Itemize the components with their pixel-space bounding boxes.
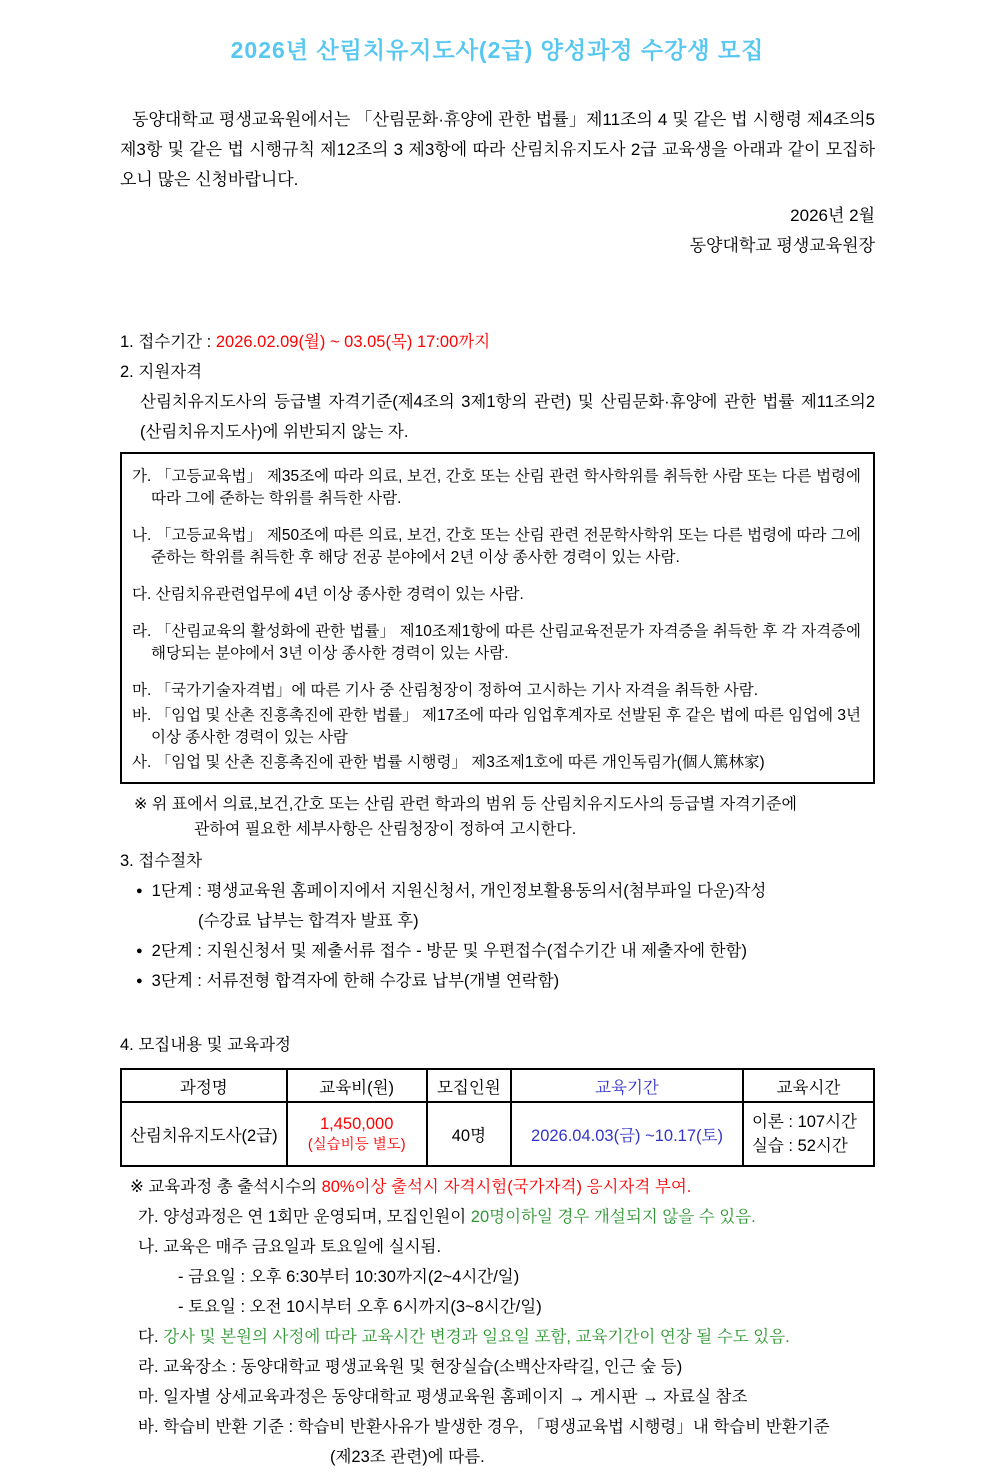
s4-item-label: 가. — [138, 1208, 159, 1226]
section2-heading: 2. 지원자격 — [120, 363, 203, 381]
section2-note-line2: 관하여 필요한 세부사항은 산림청장이 정하여 고시한다. — [194, 821, 577, 838]
qual-item-text: 「임업 및 산촌 진흥촉진에 관한 법률」 제17조에 따라 임업후계자로 선발된 후 같은 법에 따른 임업에 3년 이상 종사한 경력이 있는 사람 — [151, 707, 862, 746]
section1-application-period — [120, 327, 875, 357]
section4-heading: 4. 모집내용 및 교육과정 — [120, 1036, 291, 1054]
s4-item-text: 교육은 매주 금요일과 토요일에 실시됨. — [163, 1238, 442, 1256]
s4-item-text-green: 20명이하일 경우 개설되지 않을 수 있음. — [470, 1208, 756, 1226]
date-signature-block — [120, 201, 875, 261]
s4-item-text: 양성과정은 연 1회만 운영되며, 모집인원이 — [163, 1208, 471, 1226]
step-3-text: 3단계 : 서류전형 합격자에 한해 수강료 납부(개별 연락함) — [151, 972, 560, 990]
qual-item-text: 「고등교육법」 제50조에 따른 의료, 보건, 간호 또는 산림 관련 전문학사학위 또는 다른 법령에 따라 그에 준하는 학위를 취득한 후 해당 전공 분야에서 2년 이상 종사한 경력이 있는 사람. — [151, 527, 861, 566]
step-2-text: 2단계 : 지원신청서 및 제출서류 접수 - 방문 및 우편접수(접수기간 내 제출자에 한함) — [151, 942, 747, 960]
s4-item-ma — [120, 1382, 875, 1412]
hours-practice: 실습 : 52시간 — [751, 1137, 848, 1155]
col-header-capacity: 모집인원 — [427, 1069, 511, 1102]
qual-item-label: 사. — [132, 754, 152, 771]
s4-sub-friday: - 금요일 : 오후 6:30부터 10:30까지(2~4시간/일) — [178, 1268, 520, 1286]
col-header-period: 교육기간 — [511, 1069, 743, 1102]
section3-heading: 3. 접수절차 — [120, 852, 203, 870]
issuer-signature: 동양대학교 평생교육원장 — [689, 236, 875, 255]
col-header-fee: 교육비(원) — [287, 1069, 427, 1102]
bullet-icon: ● — [136, 945, 143, 957]
step-1 — [120, 876, 875, 906]
cell-capacity: 40명 — [427, 1102, 511, 1166]
step-1-text: 1단계 : 평생교육원 홈페이지에서 지원신청서, 개인정보활용동의서(첨부파일 다운)작성 — [151, 882, 767, 900]
fee-amount: 1,450,000 — [319, 1115, 394, 1133]
fee-note: (실습비등 별도) — [307, 1137, 406, 1153]
qual-item-ra — [132, 621, 861, 665]
s4-item-ra — [120, 1352, 875, 1382]
qual-item-label: 바. — [132, 707, 152, 724]
s4-item-ba-continuation: (제23조 관련)에 따름. — [330, 1448, 485, 1466]
s4-sub-saturday: - 토요일 : 오전 10시부터 오후 6시까지(3~8시간/일) — [178, 1298, 542, 1316]
step-3 — [120, 966, 875, 996]
attendance-note — [120, 1172, 875, 1202]
s4-item-text: 일자별 상세교육과정은 동양대학교 평생교육원 홈페이지 → 게시판 → 자료실 참조 — [163, 1388, 748, 1406]
attendance-note-black: ※ 교육과정 총 출석시수의 — [130, 1178, 322, 1196]
cell-course-name: 산림치유지도사(2급) — [121, 1102, 287, 1166]
intro-paragraph: 동양대학교 평생교육원에서는 「산림문화·휴양에 관한 법률」제11조의 4 및 같은 법 시행령 제4조의5 제3항 및 같은 법 시행규칙 제12조의 3 제3항에 따라 산림치유지도사 2급 교육생을 아래과 같이 모집하오니 많은 신청바랍니다. — [120, 110, 875, 189]
qualification-box — [120, 452, 875, 784]
qual-item-ga — [132, 466, 861, 510]
s4-item-text: 교육장소 : 동양대학교 평생교육원 및 현장실습(소백산자락길, 인근 숲 등) — [163, 1358, 683, 1376]
qual-item-ma — [132, 680, 861, 702]
cell-hours — [743, 1102, 874, 1166]
section1-period-value: 2026.02.09(월) ~ 03.05(목) 17:00까지 — [215, 333, 491, 351]
qual-item-label: 다. — [132, 586, 152, 603]
bullet-icon: ● — [136, 975, 143, 987]
s4-item-text-green: 강사 및 본원의 사정에 따라 교육시간 변경과 일요일 포함, 교육기간이 연장 될 수도 있음. — [163, 1328, 790, 1346]
issue-date: 2026년 2월 — [790, 206, 875, 225]
qual-item-label: 라. — [132, 623, 152, 640]
qual-item-text: 산림치유관련업무에 4년 이상 종사한 경력이 있는 사람. — [155, 586, 524, 603]
qual-item-label: 마. — [132, 682, 152, 699]
bullet-icon: ● — [136, 885, 143, 897]
section1-label: 1. 접수기간 : — [120, 333, 216, 351]
s4-item-label: 나. — [138, 1238, 159, 1256]
cell-period: 2026.04.03(금) ~10.17(토) — [511, 1102, 743, 1166]
qual-item-text: 「임업 및 산촌 진흥촉진에 관한 법률 시행령」 제3조제1호에 따른 개인독림가(個人篤林家) — [155, 754, 765, 771]
qual-item-da — [132, 584, 861, 606]
qual-item-na — [132, 525, 861, 569]
cell-fee — [287, 1102, 427, 1166]
step-2 — [120, 936, 875, 966]
section2-note-line1: ※ 위 표에서 의료,보건,간호 또는 산림 관련 학과의 범위 등 산림치유지도사의 등급별 자격기준에 — [134, 796, 797, 813]
course-table-data-row — [121, 1102, 874, 1166]
course-table-header-row — [121, 1069, 874, 1102]
s4-item-text: 학습비 반환 기준 : 학습비 반환사유가 발생한 경우, 「평생교육법 시행령」내 학습비 반환기준 — [163, 1418, 830, 1436]
s4-item-label: 라. — [138, 1358, 159, 1376]
s4-item-label: 다. — [138, 1328, 159, 1346]
section2-description: 산림치유지도사의 등급별 자격기준(제4조의 3제1항의 관련) 및 산림문화·휴양에 관한 법률 제11조의2(산림치유지도사)에 위반되지 않는 자. — [140, 393, 875, 441]
step-1-subtext: (수강료 납부는 합격자 발표 후) — [198, 912, 419, 930]
qual-item-text: 「고등교육법」 제35조에 따라 의료, 보건, 간호 또는 산림 관련 학사학위를 취득한 사람 또는 다른 법령에 따라 그에 준하는 학위를 취득한 사람. — [151, 468, 861, 507]
col-header-hours: 교육시간 — [743, 1069, 874, 1102]
s4-item-ga — [120, 1202, 875, 1232]
qual-item-label: 가. — [132, 468, 152, 485]
qual-item-sa — [132, 752, 861, 774]
qual-item-text: 「국가기술자격법」에 따른 기사 중 산림청장이 정하여 고시하는 기사 자격을 취득한 사람. — [155, 682, 759, 699]
s4-item-label: 바. — [138, 1418, 159, 1436]
s4-item-label: 마. — [138, 1388, 159, 1406]
qual-item-text: 「산림교육의 활성화에 관한 법률」 제10조제1항에 따른 산림교육전문가 자격증을 취득한 후 각 자격증에 해당되는 분야에서 3년 이상 종사한 경력이 있는 사람. — [151, 623, 862, 662]
s4-item-na — [120, 1232, 875, 1262]
qual-item-ba — [132, 705, 861, 749]
section2-note — [120, 792, 875, 842]
attendance-note-red: 80%이상 출석시 자격시험(국가자격) 응시자격 부여. — [321, 1178, 692, 1196]
course-table — [120, 1068, 875, 1167]
s4-item-ba — [120, 1412, 875, 1442]
s4-item-da — [120, 1322, 875, 1352]
col-header-course-name: 과정명 — [121, 1069, 287, 1102]
hours-theory: 이론 : 107시간 — [751, 1113, 857, 1131]
qual-item-label: 나. — [132, 527, 152, 544]
page-title: 2026년 산림치유지도사(2급) 양성과정 수강생 모집 — [230, 37, 765, 63]
